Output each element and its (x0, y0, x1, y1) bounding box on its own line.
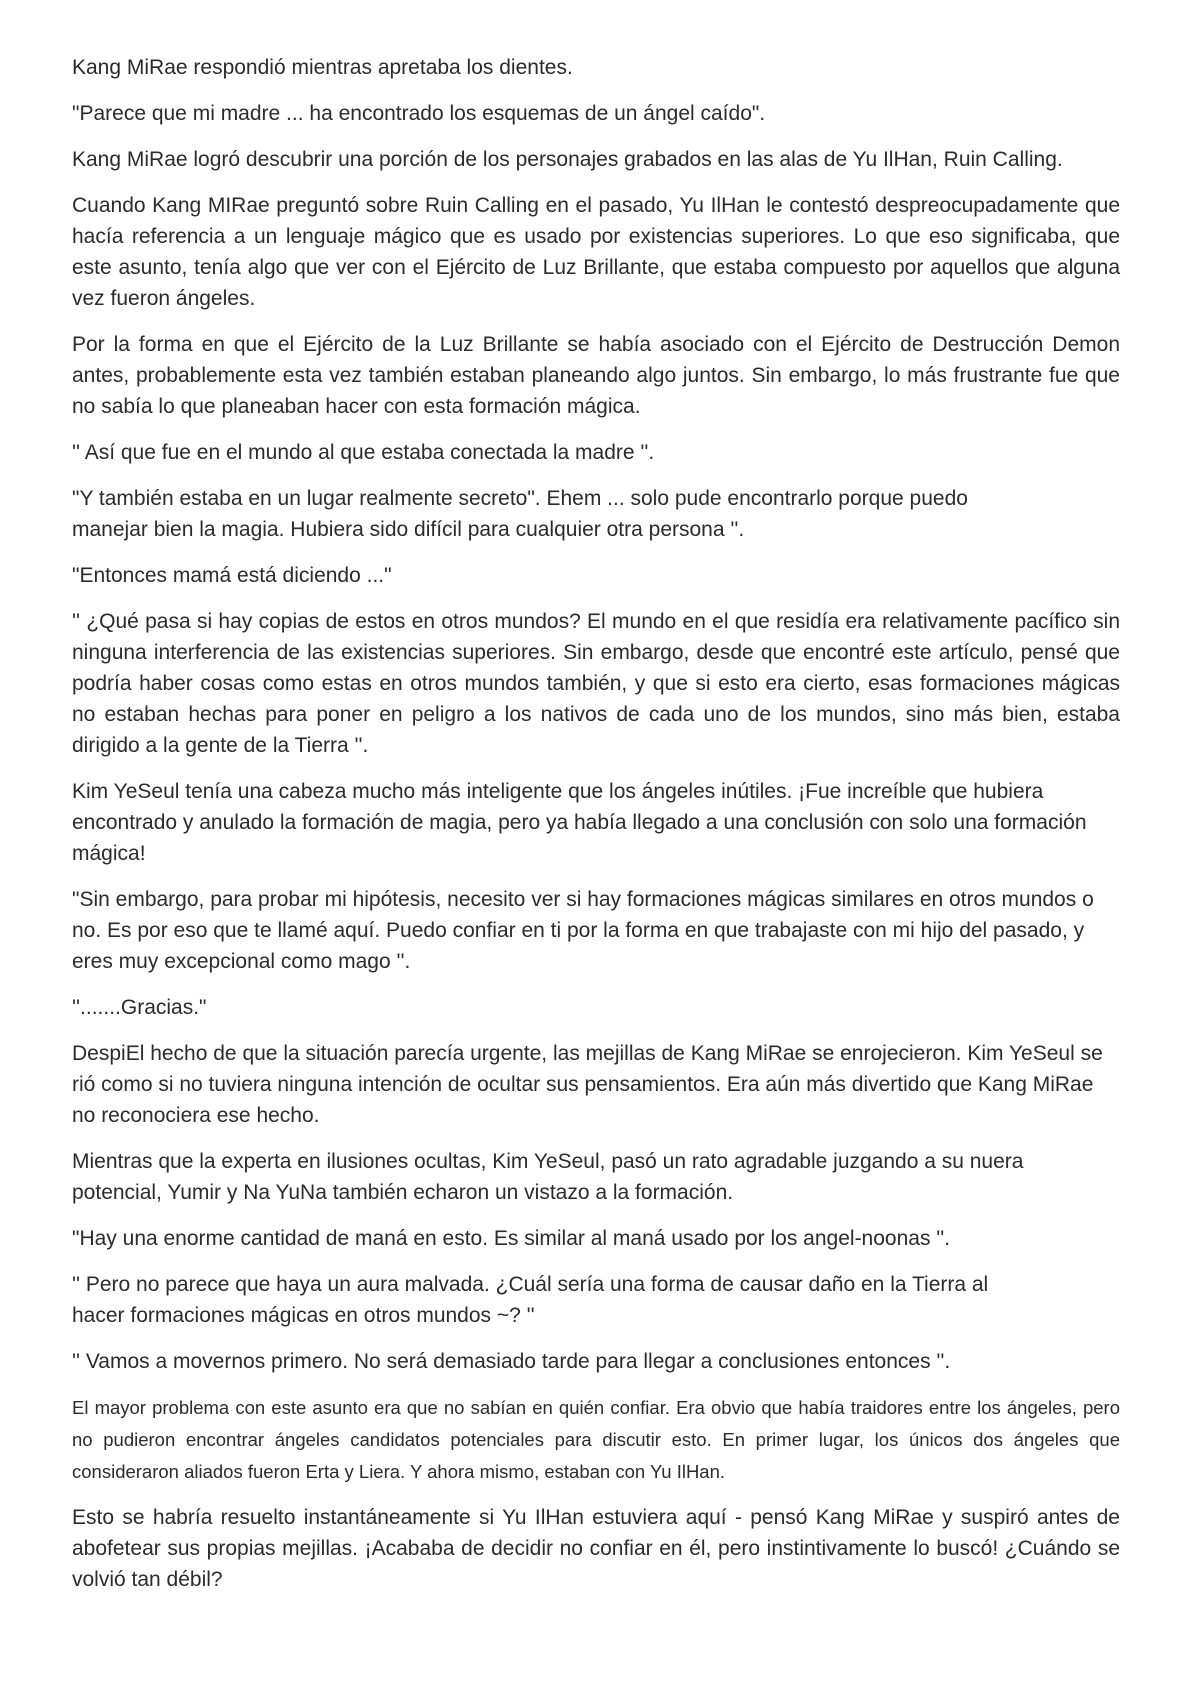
paragraph: "Entonces mamá está diciendo ..." (72, 564, 392, 587)
paragraph: "Parece que mi madre ... ha encontrado los esquemas de un ángel caído". (72, 102, 766, 125)
paragraph: "Y también estaba en un lugar realmente secreto". Ehem ... solo pude encontrarlo porque puedo manejar bien la magia. Hubiera sido difícil para cualquier otra persona ''. (72, 487, 968, 541)
paragraph: ''.......Gracias." (72, 996, 207, 1019)
paragraph: DespiEl hecho de que la situación parecía urgente, las mejillas de Kang MiRae se enrojecieron. Kim YeSeul se rió como si no tuviera ninguna intención de ocultar sus pensamientos. Era aún más divertido que Kang MiRae no reconociera ese hecho. (72, 1042, 1103, 1127)
paragraph: El mayor problema con este asunto era que no sabían en quién confiar. Era obvio que había traidores entre los ángeles, pero no pudieron encontrar ángeles candidatos potenciales para discutir esto. En primer lugar, los únicos dos ángeles que consideraron aliados fueron Erta y Liera. Y ahora mismo, estaban con Yu IlHan. (72, 1397, 1120, 1482)
paragraph: Esto se habría resuelto instantáneamente si Yu IlHan estuviera aquí - pensó Kang MiRae y suspiró antes de abofetear sus propias mejillas. ¡Acababa de decidir no confiar en él, pero instintivamente lo buscó! ¿Cuándo se volvió tan débil? (72, 1506, 1120, 1591)
paragraph: '' Así que fue en el mundo al que estaba conectada la madre ''. (72, 441, 655, 464)
document-page (72, 52, 1120, 1610)
paragraph: '' Pero no parece que haya un aura malvada. ¿Cuál sería una forma de causar daño en la Tierra al hacer formaciones mágicas en otros mundos ~? '' (72, 1273, 989, 1327)
paragraph: Por la forma en que el Ejército de la Luz Brillante se había asociado con el Ejército de Destrucción Demon antes, probablemente esta vez también estaban planeando algo juntos. Sin embargo, lo más frustrante fue que no sabía lo que planeaban hacer con esta formación mágica. (72, 333, 1120, 418)
paragraph: "Sin embargo, para probar mi hipótesis, necesito ver si hay formaciones mágicas similares en otros mundos o no. Es por eso que te llamé aquí. Puedo confiar en ti por la forma en que trabajaste con mi hijo del pasado, y eres muy excepcional como mago ''. (72, 888, 1094, 973)
paragraph: Mientras que la experta en ilusiones ocultas, Kim YeSeul, pasó un rato agradable juzgando a su nuera potencial, Yumir y Na YuNa también echaron un vistazo a la formación. (72, 1150, 1024, 1204)
paragraph: Kim YeSeul tenía una cabeza mucho más inteligente que los ángeles inútiles. ¡Fue increíble que hubiera encontrado y anulado la formación de magia, pero ya había llegado a una conclusión con solo una formación mágica! (72, 780, 1087, 865)
paragraph: '' Vamos a movernos primero. No será demasiado tarde para llegar a conclusiones entonces ''. (72, 1350, 951, 1373)
paragraph: Cuando Kang MIRae preguntó sobre Ruin Calling en el pasado, Yu IlHan le contestó despreocupadamente que hacía referencia a un lenguaje mágico que es usado por existencias superiores. Lo que eso significaba, que este asunto, tenía algo que ver con el Ejército de Luz Brillante, que estaba compuesto por aquellos que alguna vez fueron ángeles. (72, 194, 1120, 310)
paragraph: Kang MiRae logró descubrir una porción de los personajes grabados en las alas de Yu IlHan, Ruin Calling. (72, 148, 1063, 171)
paragraph: '' ¿Qué pasa si hay copias de estos en otros mundos? El mundo en el que residía era relativamente pacífico sin ninguna interferencia de las existencias superiores. Sin embargo, desde que encontré este artículo, pensé que podría haber cosas como estas en otros mundos también, y que si esto era cierto, esas formaciones mágicas no estaban hechas para poner en peligro a los nativos de cada uno de los mundos, sino más bien, estaba dirigido a la gente de la Tierra ''. (72, 610, 1120, 757)
paragraph: "Hay una enorme cantidad de maná en esto. Es similar al maná usado por los angel-noonas ''. (72, 1227, 951, 1250)
paragraph: Kang MiRae respondió mientras apretaba los dientes. (72, 56, 573, 79)
